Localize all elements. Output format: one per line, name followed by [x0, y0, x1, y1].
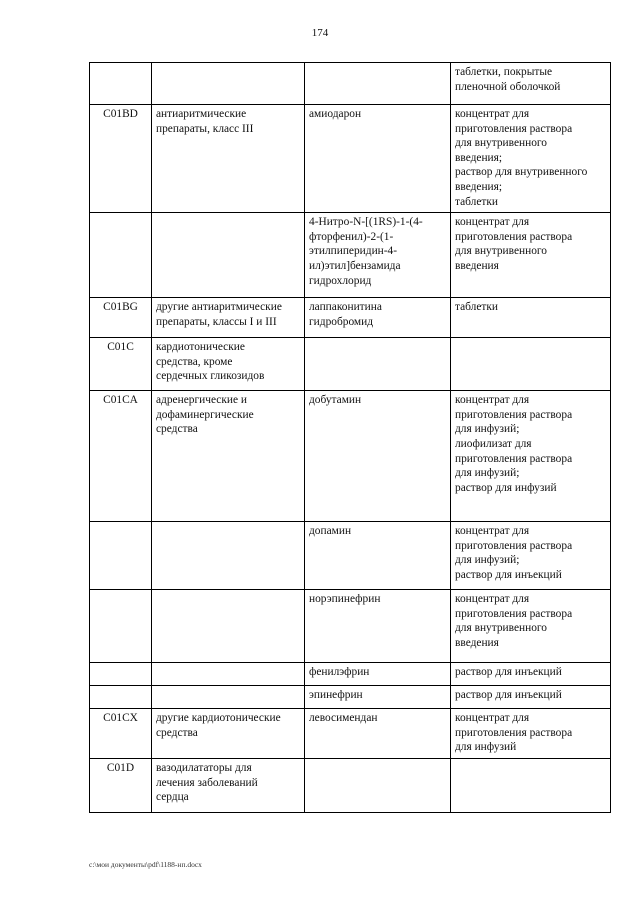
pharm-group-cell — [152, 391, 305, 522]
cell-text-line: таблетки — [455, 195, 499, 208]
cell-text-line: для инфузий; — [455, 554, 520, 567]
cell-text-line: лаппаконитина — [309, 301, 382, 314]
cell-text-line: ил)этил]бензамида — [309, 259, 401, 272]
pharm-group-cell — [152, 663, 305, 686]
cell-text-line: концентрат для — [455, 108, 530, 120]
dosage-forms-cell — [451, 213, 611, 298]
cell-text-line: другие антиаритмические — [156, 301, 282, 314]
dosage-forms-cell — [451, 338, 611, 391]
table-row — [90, 63, 611, 105]
pharm-group-cell — [152, 686, 305, 709]
drug-classification-table — [89, 62, 611, 813]
atc-code-cell — [90, 63, 152, 105]
dosage-forms-cell — [451, 759, 611, 813]
cell-text-line: эпинефрин — [309, 689, 363, 702]
atc-code-cell — [90, 522, 152, 590]
cell-text-line: добутамин — [309, 394, 362, 407]
dosage-forms-cell — [451, 522, 611, 590]
cell-text-line: концентрат для — [455, 712, 530, 725]
cell-text-line: раствор для инфузий — [455, 481, 557, 494]
pharm-group-cell — [152, 590, 305, 663]
table-row — [90, 213, 611, 298]
dosage-forms-cell — [451, 105, 611, 213]
cell-text-line: средства — [156, 726, 198, 739]
cell-text-line: допамин — [309, 525, 352, 538]
cell-text-line: введения — [455, 636, 499, 649]
table-row — [90, 105, 611, 213]
cell-text-line: лиофилизат для — [455, 437, 532, 450]
pharm-group-cell — [152, 63, 305, 105]
table-row — [90, 709, 611, 759]
cell-text-line: препараты, класс III — [156, 122, 254, 135]
footer-file-path: c:\мои документы\pdf\1188-нп.docx — [89, 860, 202, 869]
table-row — [90, 338, 611, 391]
cell-text-line: приготовления раствора — [455, 122, 573, 135]
drug-name-cell — [305, 686, 451, 709]
pharm-group-cell — [152, 298, 305, 338]
atc-code-cell: C01BD — [90, 105, 152, 213]
cell-text-line: для инфузий; — [455, 467, 520, 480]
cell-text-line: раствор для инъекций — [455, 689, 562, 702]
cell-text-line: таблетки — [455, 301, 499, 314]
pharm-group-cell — [152, 105, 305, 213]
pharm-group-cell — [152, 213, 305, 298]
cell-text-line: средства — [156, 423, 198, 436]
cell-text-line: 4-Нитро-N-[(1RS)-1-(4- — [309, 216, 423, 229]
cell-text-line: таблетки, покрытые — [455, 66, 553, 78]
cell-text-line: концентрат для — [455, 216, 530, 229]
cell-text-line: амиодарон — [309, 108, 362, 120]
dosage-forms-cell — [451, 686, 611, 709]
cell-text-line: приготовления раствора — [455, 607, 573, 620]
cell-text-line: концентрат для — [455, 525, 530, 538]
cell-text-line: для внутривенного — [455, 137, 547, 150]
table-row — [90, 298, 611, 338]
pharm-group-cell — [152, 709, 305, 759]
page-number: 174 — [311, 27, 329, 39]
dosage-forms-cell — [451, 663, 611, 686]
table-row — [90, 663, 611, 686]
pharm-group-cell — [152, 338, 305, 391]
table-row — [90, 686, 611, 709]
cell-text-line: введения; — [455, 151, 503, 164]
cell-text-line: приготовления раствора — [455, 726, 573, 739]
cell-text-line: этилпиперидин-4- — [309, 245, 398, 258]
dosage-forms-cell — [451, 590, 611, 663]
cell-text-line: фторфенил)-2-(1- — [309, 230, 394, 243]
cell-text-line: концентрат для — [455, 394, 530, 407]
cell-text-line: концентрат для — [455, 593, 530, 606]
drug-name-cell — [305, 522, 451, 590]
cell-text-line: для внутривенного — [455, 245, 547, 258]
cell-text-line: приготовления раствора — [455, 539, 573, 552]
cell-text-line: препараты, классы I и III — [156, 315, 277, 328]
cell-text-line: сердечных гликозидов — [156, 370, 265, 383]
cell-text-line: введения — [455, 259, 499, 272]
cell-text-line: гидрохлорид — [309, 274, 372, 287]
drug-name-cell — [305, 338, 451, 391]
atc-code-cell: C01CX — [90, 709, 152, 759]
pharm-group-cell — [152, 759, 305, 813]
atc-code-cell — [90, 590, 152, 663]
drug-name-cell — [305, 590, 451, 663]
cell-text-line: сердца — [156, 791, 189, 804]
drug-name-cell — [305, 105, 451, 213]
table-row — [90, 590, 611, 663]
cell-text-line: раствор для внутривенного — [455, 166, 588, 179]
cell-text-line: раствор для инъекций — [455, 568, 562, 581]
cell-text-line: другие кардиотонические — [156, 712, 281, 725]
cell-text-line: приготовления раствора — [455, 408, 573, 421]
atc-code-cell — [90, 663, 152, 686]
drug-name-cell — [305, 391, 451, 522]
cell-text-line: для инфузий; — [455, 423, 520, 436]
atc-code-cell: C01D — [90, 759, 152, 813]
drug-name-cell — [305, 709, 451, 759]
dosage-forms-cell — [451, 63, 611, 105]
cell-text-line: приготовления раствора — [455, 230, 573, 243]
atc-code-cell — [90, 686, 152, 709]
cell-text-line: для внутривенного — [455, 622, 547, 635]
cell-text-line: адренергические и — [156, 394, 247, 407]
table-row — [90, 522, 611, 590]
dosage-forms-cell — [451, 298, 611, 338]
cell-text-line: вазодилататоры для — [156, 762, 252, 775]
cell-text-line: гидробромид — [309, 315, 374, 328]
cell-text-line: дофаминергические — [156, 408, 254, 421]
cell-text-line: фенилэфрин — [309, 666, 370, 679]
cell-text-line: норэпинефрин — [309, 593, 381, 606]
cell-text-line: левосимендан — [309, 712, 378, 725]
drug-name-cell — [305, 213, 451, 298]
cell-text-line: кардиотонические — [156, 341, 245, 354]
cell-text-line: введения; — [455, 180, 503, 193]
cell-text-line: лечения заболеваний — [156, 776, 258, 789]
drug-name-cell — [305, 298, 451, 338]
atc-code-cell: C01BG — [90, 298, 152, 338]
dosage-forms-cell — [451, 709, 611, 759]
drug-name-cell — [305, 759, 451, 813]
dosage-forms-cell — [451, 391, 611, 522]
drug-name-cell — [305, 63, 451, 105]
atc-code-cell: C01CA — [90, 391, 152, 522]
cell-text-line: приготовления раствора — [455, 452, 573, 465]
cell-text-line: пленочной оболочкой — [455, 80, 561, 93]
table-row — [90, 759, 611, 813]
cell-text-line: для инфузий — [455, 741, 517, 754]
atc-code-cell: C01C — [90, 338, 152, 391]
cell-text-line: раствор для инъекций — [455, 666, 562, 679]
drug-name-cell — [305, 663, 451, 686]
cell-text-line: средства, кроме — [156, 355, 233, 368]
cell-text-line: антиаритмические — [156, 108, 247, 120]
table-row — [90, 391, 611, 522]
atc-code-cell — [90, 213, 152, 298]
pharm-group-cell — [152, 522, 305, 590]
